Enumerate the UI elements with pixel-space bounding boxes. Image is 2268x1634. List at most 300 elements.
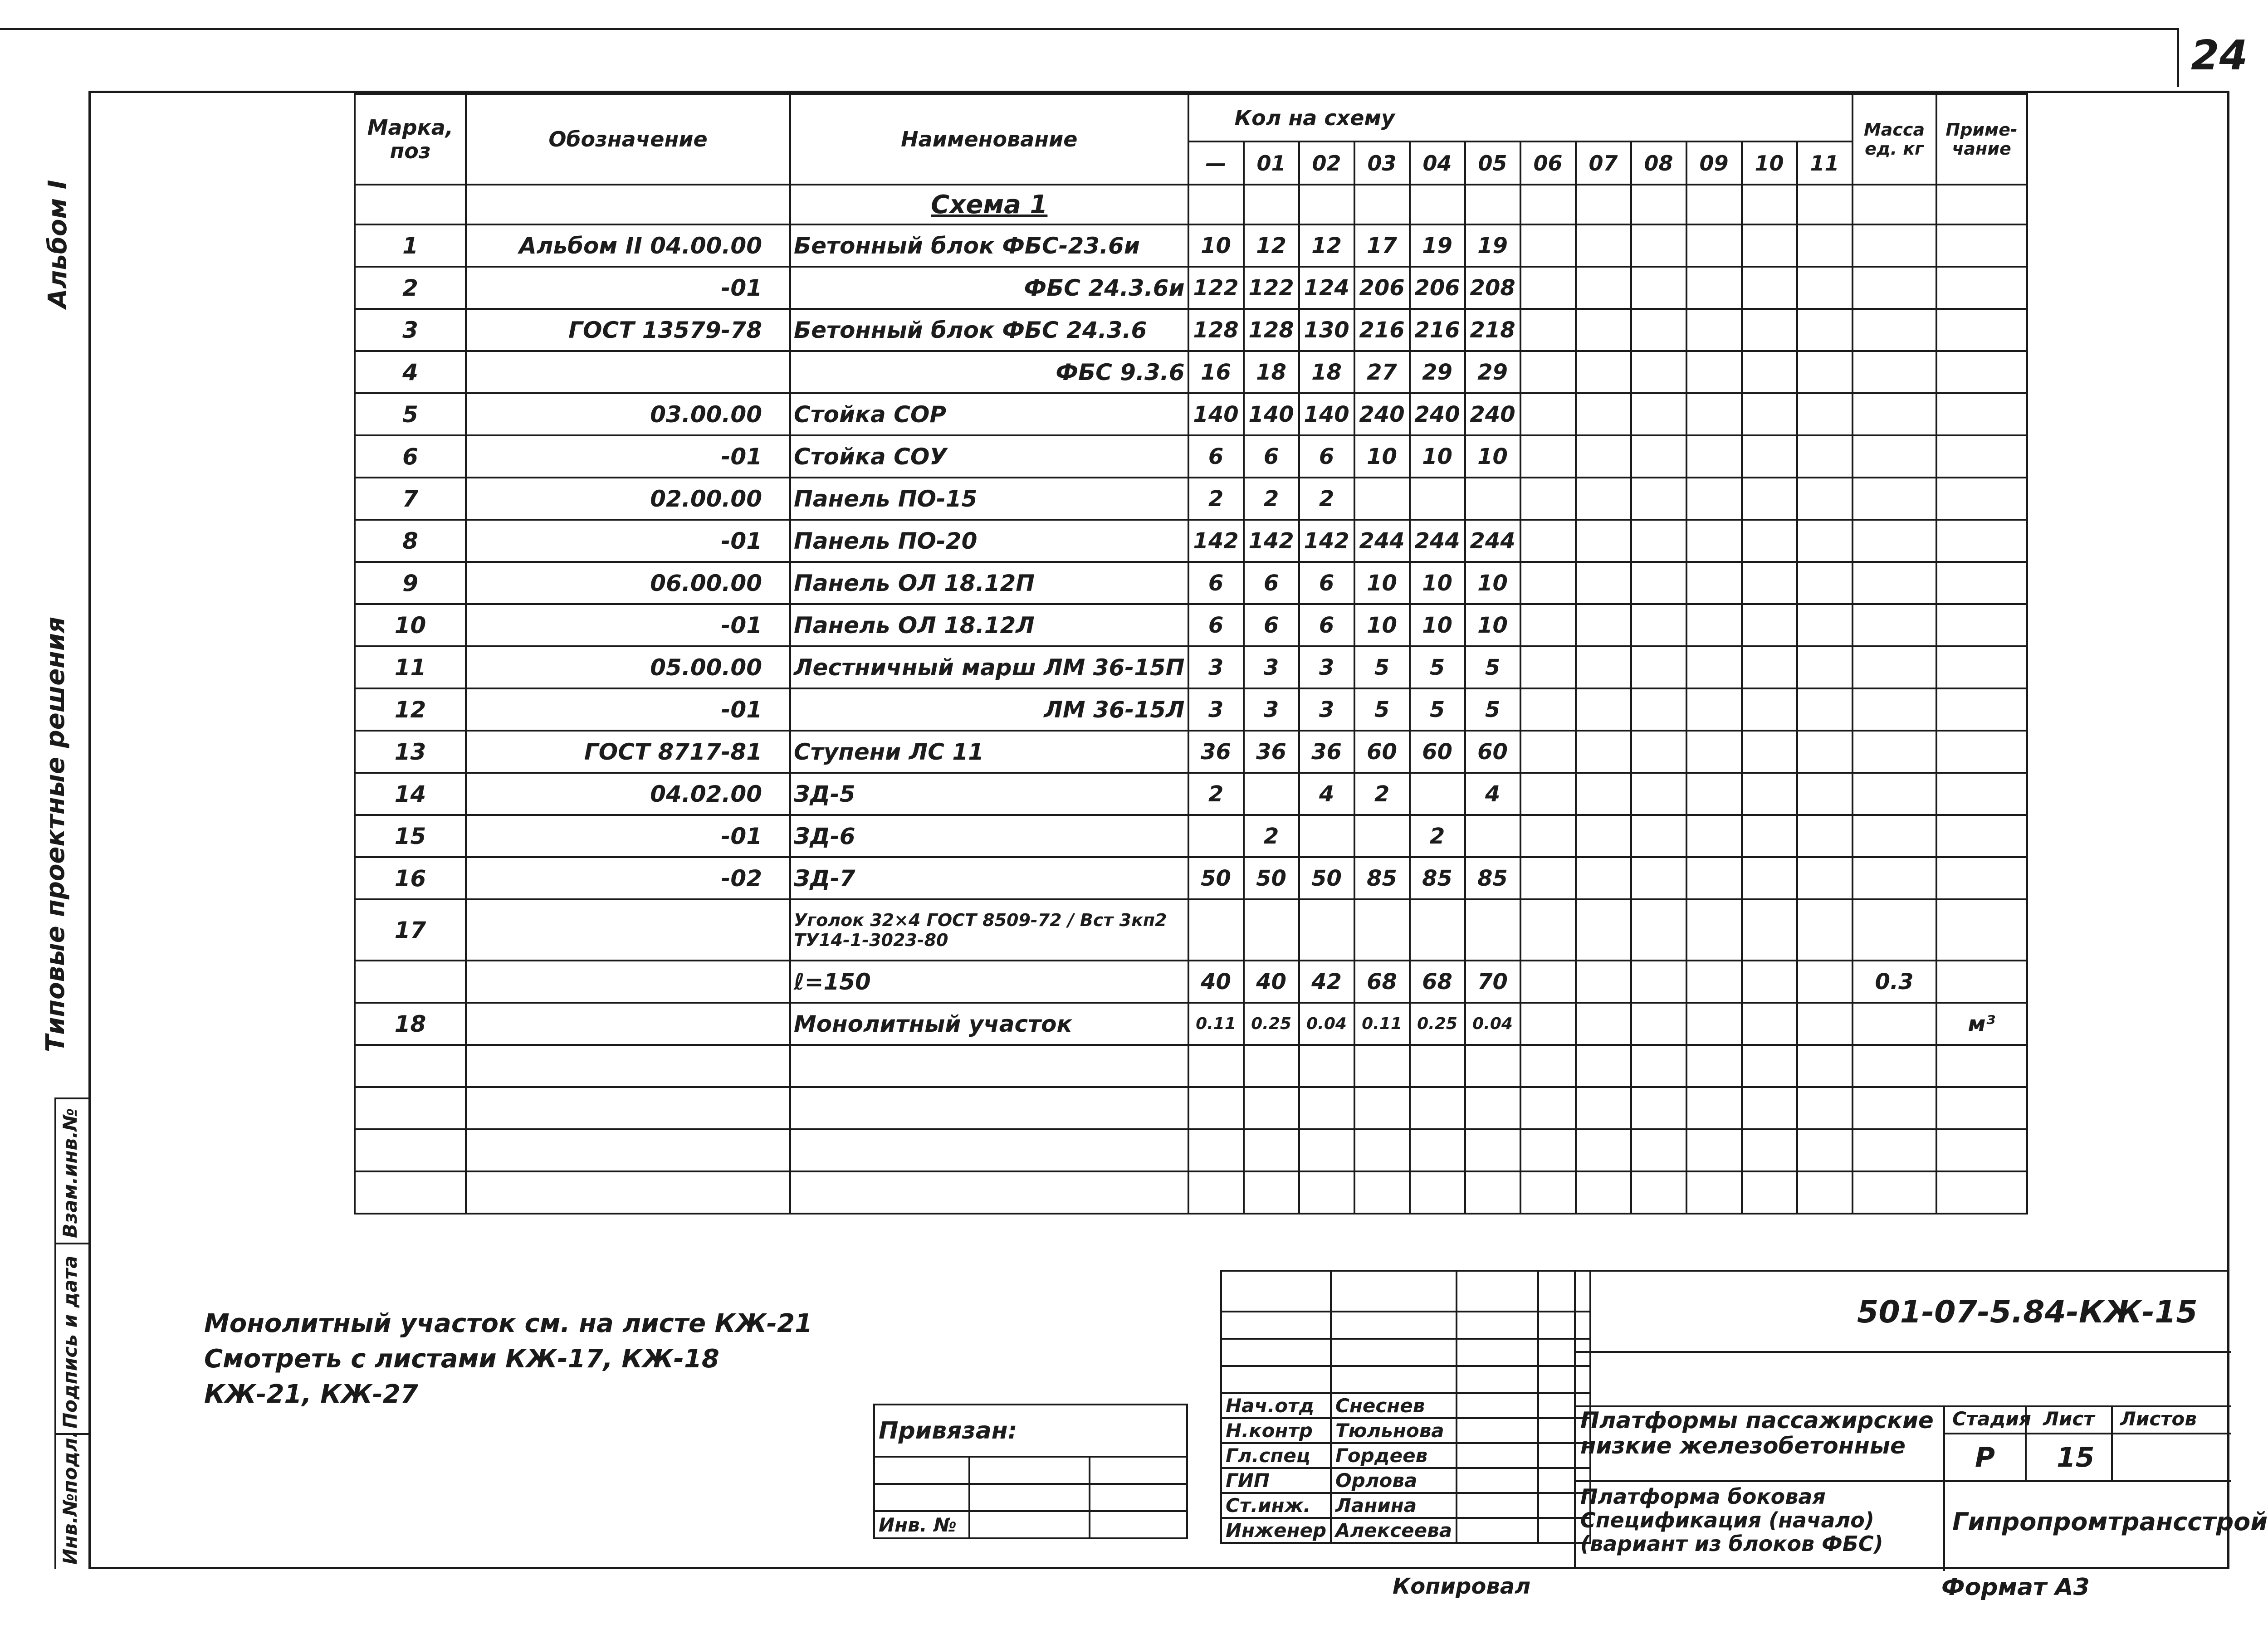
side-strip-left xyxy=(54,1097,56,1569)
qty-cell: 5 xyxy=(1354,688,1410,731)
qty-cell xyxy=(1520,520,1576,562)
empty-cell xyxy=(1576,185,1631,224)
qty-cell xyxy=(1520,393,1576,435)
qty-cell xyxy=(1576,435,1631,478)
qty-col-header: 11 xyxy=(1797,141,1853,185)
qty-cell: 0.11 xyxy=(1188,1003,1244,1045)
qty-cell xyxy=(1520,562,1576,604)
qty-cell xyxy=(1576,961,1631,1003)
empty-cell xyxy=(790,1129,1188,1171)
qty-cell xyxy=(1686,731,1742,773)
qty-cell: 40 xyxy=(1188,961,1244,1003)
qty-cell: 85 xyxy=(1354,857,1410,899)
staff-name-1: Снеснев xyxy=(1331,1393,1457,1418)
qty-cell: 2 xyxy=(1188,478,1244,520)
qty-cell: 6 xyxy=(1188,562,1244,604)
row-note xyxy=(1936,731,2027,773)
row-position: 13 xyxy=(355,731,466,773)
qty-cell: 6 xyxy=(1299,435,1354,478)
qty-cell xyxy=(1299,815,1354,857)
qty-cell: 29 xyxy=(1465,351,1520,393)
empty-cell xyxy=(1354,1045,1410,1087)
qty-col-header: — xyxy=(1188,141,1244,185)
header-name: Наименование xyxy=(790,94,1188,185)
qty-cell: 5 xyxy=(1410,646,1465,688)
empty-row xyxy=(355,1129,2027,1171)
qty-cell xyxy=(1686,899,1742,961)
row-name: ЗД-7 xyxy=(790,857,1188,899)
side-strip-top xyxy=(54,1097,91,1099)
table-row xyxy=(355,604,2027,646)
empty-cell xyxy=(1686,1171,1742,1214)
empty-cell xyxy=(1188,1129,1244,1171)
qty-cell: 50 xyxy=(1188,857,1244,899)
row-designation: -01 xyxy=(466,815,790,857)
qty-cell xyxy=(1576,688,1631,731)
row-designation: -01 xyxy=(466,435,790,478)
qty-cell xyxy=(1520,1003,1576,1045)
empty-cell xyxy=(1936,185,2027,224)
side-album: Альбом I xyxy=(43,180,73,308)
empty-cell xyxy=(1520,185,1576,224)
table-row xyxy=(355,646,2027,688)
row-note xyxy=(1936,478,2027,520)
row-designation: 04.02.00 xyxy=(466,773,790,815)
row-mass xyxy=(1853,1003,1936,1045)
empty-cell xyxy=(1631,1045,1686,1087)
empty-cell xyxy=(1936,1045,2027,1087)
row-name: Панель ОЛ 18.12П xyxy=(790,562,1188,604)
row-name: Стойка СОР xyxy=(790,393,1188,435)
qty-cell: 10 xyxy=(1410,435,1465,478)
qty-cell xyxy=(1686,604,1742,646)
empty-cell xyxy=(1410,1087,1465,1129)
qty-cell: 244 xyxy=(1354,520,1410,562)
empty-row xyxy=(355,1087,2027,1129)
specification-table xyxy=(354,93,2028,1215)
empty-cell xyxy=(1465,1129,1520,1171)
qty-cell xyxy=(1797,961,1853,1003)
table-row xyxy=(355,773,2027,815)
row-position: 10 xyxy=(355,604,466,646)
row-designation xyxy=(466,899,790,961)
row-note: м³ xyxy=(1936,1003,2027,1045)
row-name: Панель ПО-15 xyxy=(790,478,1188,520)
empty-cell xyxy=(355,1129,466,1171)
row-note xyxy=(1936,773,2027,815)
qty-cell xyxy=(1797,899,1853,961)
qty-cell: 19 xyxy=(1465,224,1520,267)
qty-cell xyxy=(1188,899,1244,961)
qty-cell xyxy=(1576,604,1631,646)
empty-cell xyxy=(1244,1129,1299,1171)
empty-cell xyxy=(1631,185,1686,224)
signature-4 xyxy=(1457,1468,1538,1493)
empty-cell xyxy=(1410,1129,1465,1171)
row-mass xyxy=(1853,857,1936,899)
qty-cell: 3 xyxy=(1188,646,1244,688)
row-name: Ступени ЛС 11 xyxy=(790,731,1188,773)
row-designation: ГОСТ 8717-81 xyxy=(466,731,790,773)
empty-cell xyxy=(1244,1087,1299,1129)
qty-cell xyxy=(1686,267,1742,309)
row-position: 14 xyxy=(355,773,466,815)
qty-cell: 36 xyxy=(1188,731,1244,773)
header-marka: Марка, поз xyxy=(355,94,466,185)
signature-5 xyxy=(1457,1493,1538,1518)
qty-cell xyxy=(1520,351,1576,393)
qty-cell: 206 xyxy=(1410,267,1465,309)
row-position: 16 xyxy=(355,857,466,899)
row-mass xyxy=(1853,604,1936,646)
empty-cell xyxy=(355,1045,466,1087)
qty-cell xyxy=(1576,815,1631,857)
qty-cell xyxy=(1631,731,1686,773)
table-row xyxy=(355,899,2027,961)
empty-cell xyxy=(1853,1087,1936,1129)
empty-cell xyxy=(1686,185,1742,224)
qty-cell xyxy=(1742,815,1797,857)
qty-cell xyxy=(1576,224,1631,267)
qty-cell xyxy=(1520,267,1576,309)
row-designation: 02.00.00 xyxy=(466,478,790,520)
row-mass xyxy=(1853,393,1936,435)
qty-cell xyxy=(1797,773,1853,815)
table-row xyxy=(355,731,2027,773)
qty-cell xyxy=(1410,899,1465,961)
qty-col-header: 06 xyxy=(1520,141,1576,185)
qty-cell: 140 xyxy=(1188,393,1244,435)
empty-cell xyxy=(1742,1045,1797,1087)
side-sign-date: Подпись и дата xyxy=(59,1255,81,1429)
qty-cell: 2 xyxy=(1410,815,1465,857)
table-row xyxy=(355,478,2027,520)
empty-cell xyxy=(1631,1129,1686,1171)
note-line-2: Смотреть с листами КЖ-17, КЖ-18 xyxy=(204,1344,719,1374)
qty-cell: 216 xyxy=(1354,309,1410,351)
stage-label: Стадия xyxy=(1952,1408,2031,1430)
row-name: ФБС 9.3.6 xyxy=(790,351,1188,393)
sheets-label: Листов xyxy=(2120,1408,2197,1430)
qty-cell xyxy=(1742,267,1797,309)
row-designation: 06.00.00 xyxy=(466,562,790,604)
qty-cell: 12 xyxy=(1299,224,1354,267)
row-position: 3 xyxy=(355,309,466,351)
qty-cell xyxy=(1797,309,1853,351)
qty-cell xyxy=(1742,562,1797,604)
org-name: Гипропромтрансстрой xyxy=(1952,1507,2268,1536)
qty-cell: 18 xyxy=(1244,351,1299,393)
table-row xyxy=(355,309,2027,351)
row-name: Панель ОЛ 18.12Л xyxy=(790,604,1188,646)
qty-cell xyxy=(1742,899,1797,961)
qty-cell xyxy=(1354,478,1410,520)
qty-cell: 6 xyxy=(1188,604,1244,646)
qty-cell xyxy=(1686,688,1742,731)
qty-cell xyxy=(1520,899,1576,961)
privyazan-label: Привязан: xyxy=(874,1405,1187,1457)
title-div3 xyxy=(1576,1480,2231,1482)
empty-cell xyxy=(355,1087,466,1129)
empty-cell xyxy=(1742,1129,1797,1171)
qty-cell xyxy=(1686,224,1742,267)
row-position: 17 xyxy=(355,899,466,961)
qty-cell: 10 xyxy=(1465,435,1520,478)
qty-cell xyxy=(1742,435,1797,478)
qty-cell: 0.04 xyxy=(1299,1003,1354,1045)
row-note xyxy=(1936,646,2027,688)
qty-cell xyxy=(1299,899,1354,961)
qty-col-header: 03 xyxy=(1354,141,1410,185)
qty-col-header: 09 xyxy=(1686,141,1742,185)
row-note xyxy=(1936,393,2027,435)
empty-cell xyxy=(1354,1087,1410,1129)
qty-cell: 122 xyxy=(1244,267,1299,309)
qty-cell xyxy=(1520,604,1576,646)
empty-cell xyxy=(466,1129,790,1171)
qty-cell: 244 xyxy=(1465,520,1520,562)
table-row xyxy=(355,267,2027,309)
qty-cell xyxy=(1797,478,1853,520)
format-label: Формат А3 xyxy=(1941,1574,2090,1601)
row-mass xyxy=(1853,773,1936,815)
qty-cell xyxy=(1742,646,1797,688)
row-note xyxy=(1936,857,2027,899)
row-mass xyxy=(1853,520,1936,562)
row-position: 18 xyxy=(355,1003,466,1045)
empty-cell xyxy=(1797,185,1853,224)
qty-col-header: 10 xyxy=(1742,141,1797,185)
qty-cell xyxy=(1686,1003,1742,1045)
qty-cell xyxy=(1576,520,1631,562)
empty-cell xyxy=(466,185,790,224)
qty-cell xyxy=(1520,773,1576,815)
qty-cell: 10 xyxy=(1410,604,1465,646)
staff-role-1: Нач.отд xyxy=(1221,1393,1331,1418)
sheet-div xyxy=(2111,1405,2113,1480)
qty-cell: 10 xyxy=(1465,562,1520,604)
qty-cell xyxy=(1797,520,1853,562)
header-qty-group: Кол на схему xyxy=(1188,94,1853,141)
row-name: Уголок 32×4 ГОСТ 8509-72 / Вст 3кп2 ТУ14-1-3023-80 xyxy=(790,899,1188,961)
qty-cell xyxy=(1244,773,1299,815)
qty-cell: 18 xyxy=(1299,351,1354,393)
empty-cell xyxy=(466,1171,790,1214)
qty-cell: 60 xyxy=(1354,731,1410,773)
row-name: Бетонный блок ФБС 24.3.6 xyxy=(790,309,1188,351)
qty-cell xyxy=(1520,961,1576,1003)
empty-cell xyxy=(1188,1045,1244,1087)
top-rule xyxy=(0,28,2177,30)
row-position: 9 xyxy=(355,562,466,604)
row-mass xyxy=(1853,309,1936,351)
qty-cell xyxy=(1631,224,1686,267)
qty-cell xyxy=(1410,478,1465,520)
empty-cell xyxy=(1299,1087,1354,1129)
empty-cell xyxy=(1299,1045,1354,1087)
qty-cell xyxy=(1686,961,1742,1003)
stage-value: Р xyxy=(1975,1442,1995,1473)
empty-cell xyxy=(1188,185,1244,224)
qty-cell: 17 xyxy=(1354,224,1410,267)
qty-cell xyxy=(1742,224,1797,267)
row-position: 8 xyxy=(355,520,466,562)
qty-cell: 122 xyxy=(1188,267,1244,309)
row-note xyxy=(1936,435,2027,478)
qty-cell xyxy=(1576,1003,1631,1045)
qty-cell xyxy=(1742,520,1797,562)
table-row xyxy=(355,520,2027,562)
empty-cell xyxy=(1354,1129,1410,1171)
qty-cell: 6 xyxy=(1244,562,1299,604)
row-designation: 05.00.00 xyxy=(466,646,790,688)
qty-cell: 216 xyxy=(1410,309,1465,351)
qty-cell xyxy=(1797,1003,1853,1045)
empty-cell xyxy=(1686,1045,1742,1087)
empty-cell xyxy=(1936,1171,2027,1214)
qty-cell: 130 xyxy=(1299,309,1354,351)
qty-cell: 60 xyxy=(1410,731,1465,773)
empty-cell xyxy=(1410,1045,1465,1087)
qty-cell: 36 xyxy=(1244,731,1299,773)
row-name: Бетонный блок ФБС-23.6и xyxy=(790,224,1188,267)
qty-cell: 206 xyxy=(1354,267,1410,309)
qty-cell: 10 xyxy=(1465,604,1520,646)
qty-cell: 10 xyxy=(1410,562,1465,604)
qty-cell: 68 xyxy=(1354,961,1410,1003)
qty-cell: 27 xyxy=(1354,351,1410,393)
row-name: ℓ=150 xyxy=(790,961,1188,1003)
empty-cell xyxy=(1410,1171,1465,1214)
row-note xyxy=(1936,309,2027,351)
empty-cell xyxy=(1299,185,1354,224)
title-staff-grid xyxy=(1220,1270,1591,1544)
qty-col-header: 07 xyxy=(1576,141,1631,185)
qty-cell xyxy=(1520,646,1576,688)
table-row xyxy=(355,1003,2027,1045)
qty-cell: 2 xyxy=(1244,815,1299,857)
table-row xyxy=(355,815,2027,857)
empty-cell xyxy=(1244,1045,1299,1087)
qty-cell xyxy=(1576,857,1631,899)
qty-cell xyxy=(1797,224,1853,267)
staff-name-5: Ланина xyxy=(1331,1493,1457,1518)
qty-cell xyxy=(1631,899,1686,961)
qty-cell: 60 xyxy=(1465,731,1520,773)
row-note xyxy=(1936,899,2027,961)
row-position: 12 xyxy=(355,688,466,731)
row-name: ЛМ 36-15Л xyxy=(790,688,1188,731)
row-name: Монолитный участок xyxy=(790,1003,1188,1045)
row-designation: -02 xyxy=(466,857,790,899)
qty-cell xyxy=(1797,857,1853,899)
empty-cell xyxy=(1797,1129,1853,1171)
qty-cell: 70 xyxy=(1465,961,1520,1003)
qty-cell xyxy=(1797,646,1853,688)
row-position: 15 xyxy=(355,815,466,857)
row-designation xyxy=(466,1003,790,1045)
qty-cell xyxy=(1520,688,1576,731)
qty-cell: 68 xyxy=(1410,961,1465,1003)
qty-cell xyxy=(1742,1003,1797,1045)
qty-cell: 142 xyxy=(1188,520,1244,562)
qty-cell: 5 xyxy=(1354,646,1410,688)
empty-row xyxy=(355,1045,2027,1087)
empty-cell xyxy=(1576,1087,1631,1129)
frame-left xyxy=(88,91,91,1569)
staff-role-5: Ст.инж. xyxy=(1221,1493,1331,1518)
staff-role-4: ГИП xyxy=(1221,1468,1331,1493)
qty-cell xyxy=(1520,815,1576,857)
row-mass xyxy=(1853,478,1936,520)
qty-cell: 142 xyxy=(1244,520,1299,562)
row-mass xyxy=(1853,351,1936,393)
qty-cell xyxy=(1631,1003,1686,1045)
qty-cell xyxy=(1631,646,1686,688)
qty-cell xyxy=(1742,478,1797,520)
qty-cell: 42 xyxy=(1299,961,1354,1003)
qty-cell xyxy=(1631,393,1686,435)
doc-code: 501-07-5.84-КЖ-15 xyxy=(1857,1294,2198,1330)
qty-cell: 29 xyxy=(1410,351,1465,393)
qty-cell xyxy=(1797,393,1853,435)
qty-cell: 50 xyxy=(1244,857,1299,899)
qty-cell: 3 xyxy=(1188,688,1244,731)
qty-cell xyxy=(1576,393,1631,435)
qty-cell: 0.04 xyxy=(1465,1003,1520,1045)
table-row xyxy=(355,688,2027,731)
row-position: 5 xyxy=(355,393,466,435)
empty-cell xyxy=(1299,1171,1354,1214)
qty-cell: 208 xyxy=(1465,267,1520,309)
qty-cell xyxy=(1576,773,1631,815)
row-name: ЗД-6 xyxy=(790,815,1188,857)
scheme-row xyxy=(355,185,2027,224)
qty-cell: 140 xyxy=(1299,393,1354,435)
qty-cell: 6 xyxy=(1299,604,1354,646)
qty-cell xyxy=(1576,478,1631,520)
empty-cell xyxy=(790,1045,1188,1087)
qty-cell xyxy=(1631,604,1686,646)
row-mass: 0.3 xyxy=(1853,961,1936,1003)
qty-cell: 240 xyxy=(1410,393,1465,435)
qty-col-header: 05 xyxy=(1465,141,1520,185)
qty-cell: 6 xyxy=(1244,435,1299,478)
qty-cell xyxy=(1465,815,1520,857)
header-mass: Масса ед. кг xyxy=(1853,94,1936,185)
qty-cell xyxy=(1742,351,1797,393)
header-designation: Обозначение xyxy=(466,94,790,185)
side-type-solutions: Типовые проектные решения xyxy=(41,616,70,1052)
qty-cell: 240 xyxy=(1354,393,1410,435)
sheet-number: 24 xyxy=(2191,32,2248,79)
staff-role-3: Гл.спец xyxy=(1221,1443,1331,1468)
qty-cell: 244 xyxy=(1410,520,1465,562)
qty-cell xyxy=(1686,562,1742,604)
row-name: Панель ПО-20 xyxy=(790,520,1188,562)
qty-cell: 2 xyxy=(1299,478,1354,520)
row-designation: -01 xyxy=(466,520,790,562)
sheet-number-box xyxy=(2177,28,2179,87)
signature-3 xyxy=(1457,1443,1538,1468)
table-row xyxy=(355,961,2027,1003)
qty-cell xyxy=(1631,478,1686,520)
row-position: 4 xyxy=(355,351,466,393)
empty-cell xyxy=(1244,1171,1299,1214)
empty-cell xyxy=(355,1171,466,1214)
empty-cell xyxy=(1520,1087,1576,1129)
row-mass xyxy=(1853,815,1936,857)
